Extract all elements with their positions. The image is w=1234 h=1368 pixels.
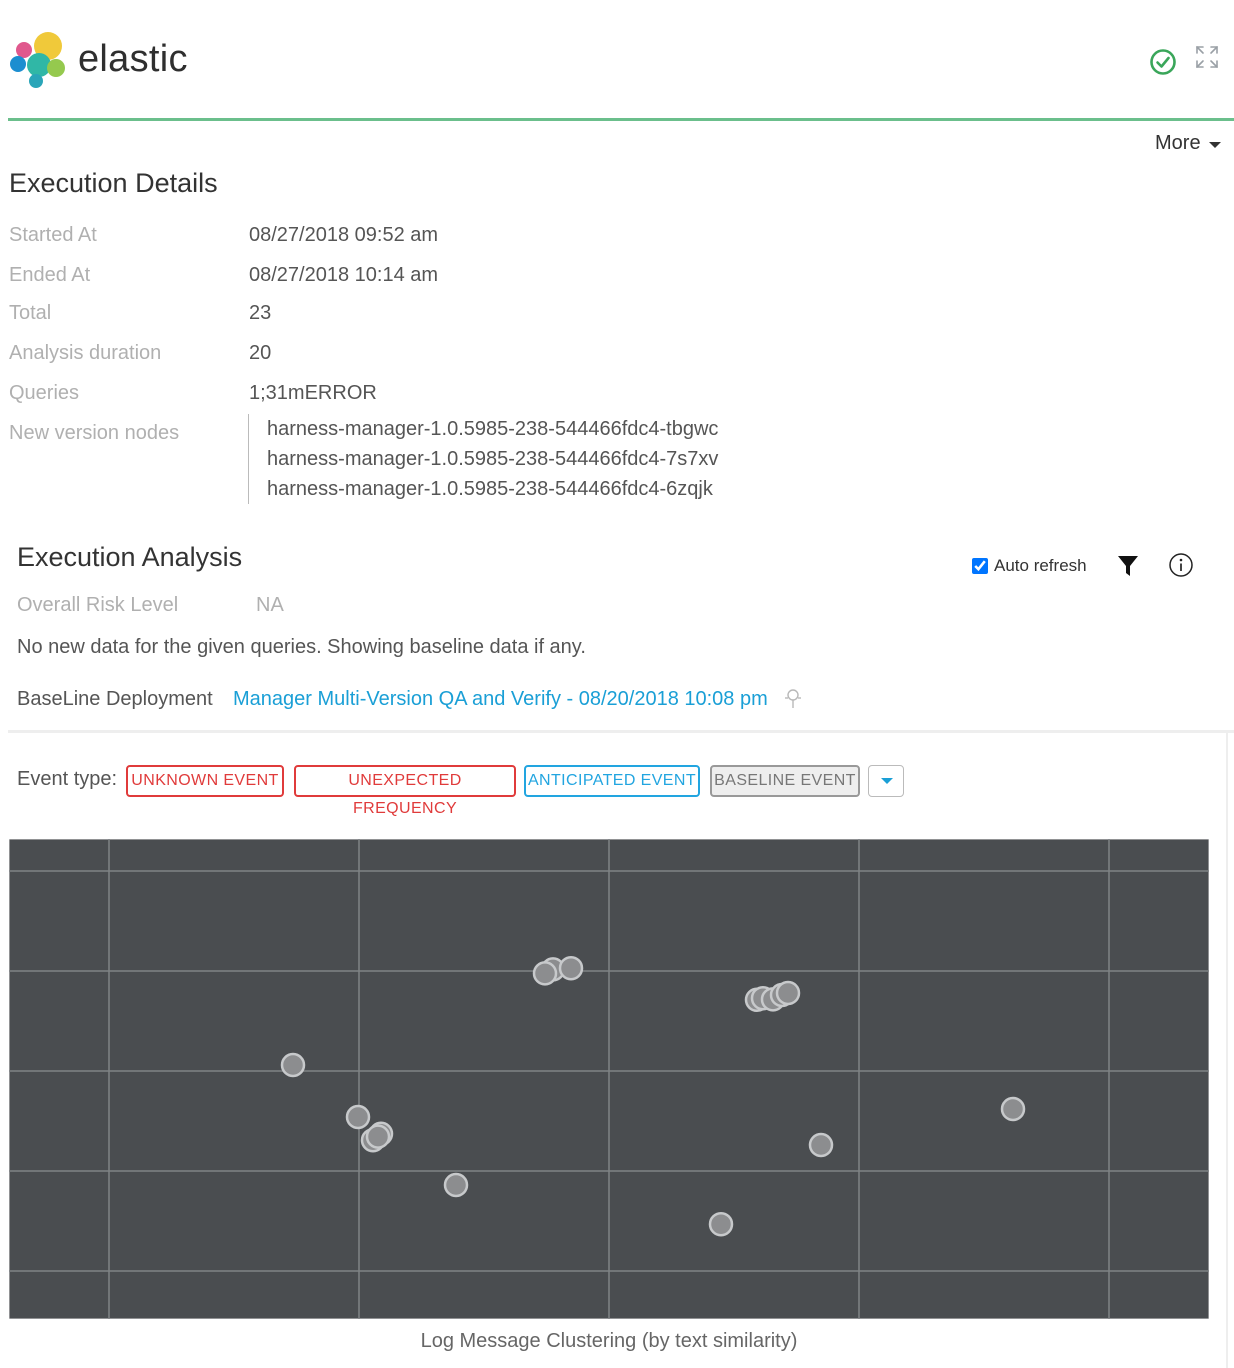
baseline-deployment-link[interactable]: Manager Multi-Version QA and Verify - 08/20/2018 10:08 pm (233, 688, 768, 710)
data-point[interactable] (1002, 1098, 1024, 1120)
execution-details-title: Execution Details (9, 168, 218, 198)
risk-level-value: NA (256, 594, 284, 616)
data-point[interactable] (282, 1054, 304, 1076)
panel-border (1226, 733, 1228, 1368)
chip-anticipated-event[interactable]: ANTICIPATED EVENT (524, 765, 700, 797)
info-icon[interactable] (1168, 552, 1194, 578)
data-point[interactable] (534, 962, 556, 984)
auto-refresh-toggle[interactable] (972, 556, 1087, 576)
app-header (0, 0, 1234, 120)
detail-value: 1;31mERROR (249, 382, 377, 404)
detail-label: Ended At (9, 264, 91, 286)
auto-refresh-checkbox[interactable] (972, 558, 988, 574)
data-point[interactable] (777, 982, 799, 1004)
data-point[interactable] (810, 1134, 832, 1156)
detail-label: Queries (9, 382, 80, 404)
panel-divider (8, 730, 1234, 733)
more-menu-button[interactable] (1155, 132, 1221, 155)
no-data-note: No new data for the given queries. Showing baseline data if any. (17, 636, 586, 658)
chart-title: Log Message Clustering (by text similarity) (420, 1330, 798, 1352)
list-item: harness-manager-1.0.5985-238-544466fdc4-7s7xv (267, 448, 719, 470)
detail-value: 23 (249, 302, 272, 324)
list-item: harness-manager-1.0.5985-238-544466fdc4-tbgwc (267, 418, 719, 440)
execution-analysis-title: Execution Analysis (17, 542, 243, 572)
detail-label: Total (9, 302, 52, 324)
event-type-dropdown-button[interactable] (868, 765, 904, 797)
data-point[interactable] (367, 1126, 389, 1148)
data-point[interactable] (445, 1174, 467, 1196)
data-point[interactable] (347, 1106, 369, 1128)
check-circle-icon (1149, 48, 1177, 76)
chip-unexpected-frequency[interactable]: UNEXPECTED FREQUENCY (294, 765, 516, 797)
data-point[interactable] (560, 957, 582, 979)
brand-name: elastic (78, 38, 188, 80)
detail-value: 08/27/2018 09:52 am (249, 224, 439, 246)
detail-value: 08/27/2018 10:14 am (249, 264, 439, 286)
new-version-nodes-list (248, 414, 768, 504)
caret-down-icon (881, 778, 893, 784)
data-point[interactable] (710, 1213, 732, 1235)
baseline-deployment-label: BaseLine Deployment (17, 688, 213, 710)
list-item: harness-manager-1.0.5985-238-544466fdc4-6zqjk (267, 478, 713, 500)
caret-down-icon (1209, 142, 1221, 148)
detail-label: Analysis duration (9, 342, 162, 364)
header-divider (8, 118, 1234, 121)
detail-label: New version nodes (9, 422, 180, 444)
detail-label: Started At (9, 224, 97, 246)
log-clustering-chart (9, 839, 1209, 1319)
event-type-label: Event type: (17, 768, 118, 790)
elastic-logo-icon (10, 30, 70, 90)
expand-icon[interactable] (1194, 44, 1220, 70)
filter-icon[interactable] (1117, 554, 1139, 578)
chip-unknown-event[interactable]: UNKNOWN EVENT (126, 765, 284, 797)
auto-refresh-label: Auto refresh (994, 556, 1087, 575)
pin-icon[interactable] (782, 687, 804, 709)
chip-baseline-event[interactable]: BASELINE EVENT (710, 765, 860, 797)
detail-value: 20 (249, 342, 272, 364)
risk-level-label: Overall Risk Level (17, 594, 179, 616)
more-label: More (1155, 132, 1201, 154)
